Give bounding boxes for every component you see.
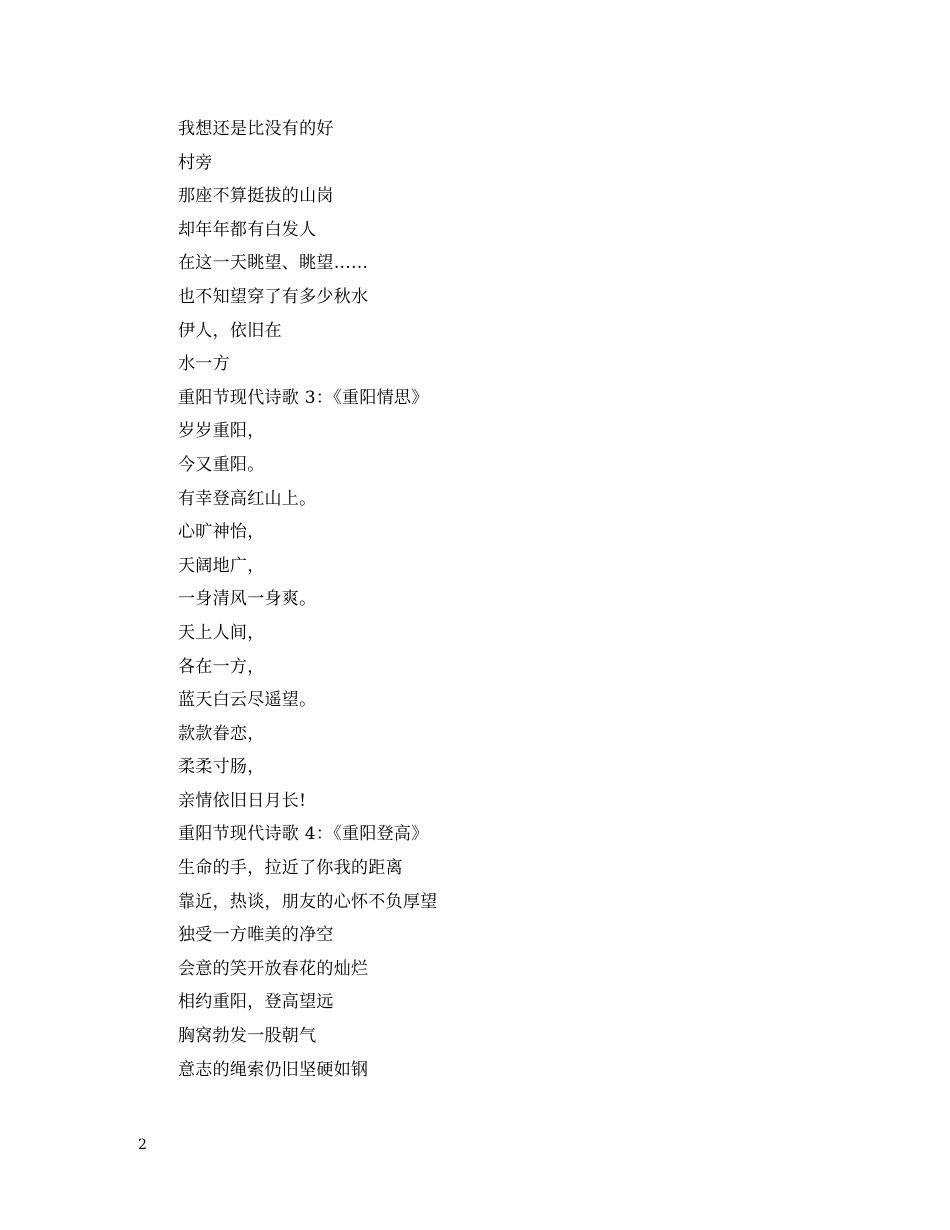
text-line: 我想还是比没有的好 — [178, 119, 334, 139]
text-line: 村旁 — [178, 152, 213, 173]
text-line: 岁岁重阳， — [178, 421, 265, 442]
text-line: 却年年都有白发人 — [178, 219, 317, 240]
text-line: 会意的笑开放春花的灿烂 — [178, 958, 369, 979]
poem-text — [178, 113, 798, 1087]
text-line: 一身清风一身爽。 — [178, 589, 317, 610]
text-line: 在这一天眺望、眺望…… — [178, 253, 369, 274]
section-heading: 重阳节现代诗歌 3：《重阳情思》 — [178, 387, 429, 408]
text-line: 心旷神怡， — [178, 522, 265, 543]
text-line: 款款眷恋， — [178, 723, 265, 744]
page-number: 2 — [138, 1137, 147, 1153]
section-heading: 重阳节现代诗歌 4：《重阳登高》 — [178, 824, 429, 845]
text-line: 有幸登高红山上。 — [178, 488, 317, 509]
text-line: 那座不算挺拔的山岗 — [178, 186, 334, 207]
text-line: 天上人间， — [178, 622, 265, 643]
text-line: 柔柔寸肠， — [178, 757, 265, 778]
text-line: 相约重阳，登高望远 — [178, 992, 334, 1013]
text-line: 蓝天白云尽遥望。 — [178, 690, 317, 711]
text-line: 各在一方， — [178, 656, 265, 677]
text-line: 水一方 — [178, 354, 230, 375]
text-line: 今又重阳。 — [178, 454, 265, 475]
text-line: 意志的绳索仍旧坚硬如钢 — [178, 1059, 369, 1080]
text-line: 天阔地广， — [178, 555, 265, 576]
text-line: 也不知望穿了有多少秋水 — [178, 286, 369, 307]
text-line: 独受一方唯美的净空 — [178, 925, 334, 946]
text-line: 生命的手，拉近了你我的距离 — [178, 858, 403, 879]
text-line: 亲情依旧日月长! — [178, 790, 307, 811]
text-line: 胸窝勃发一股朝气 — [178, 1026, 317, 1047]
text-line: 靠近，热谈，朋友的心怀不负厚望 — [178, 891, 438, 912]
text-line: 伊人，依旧在 — [178, 320, 282, 341]
